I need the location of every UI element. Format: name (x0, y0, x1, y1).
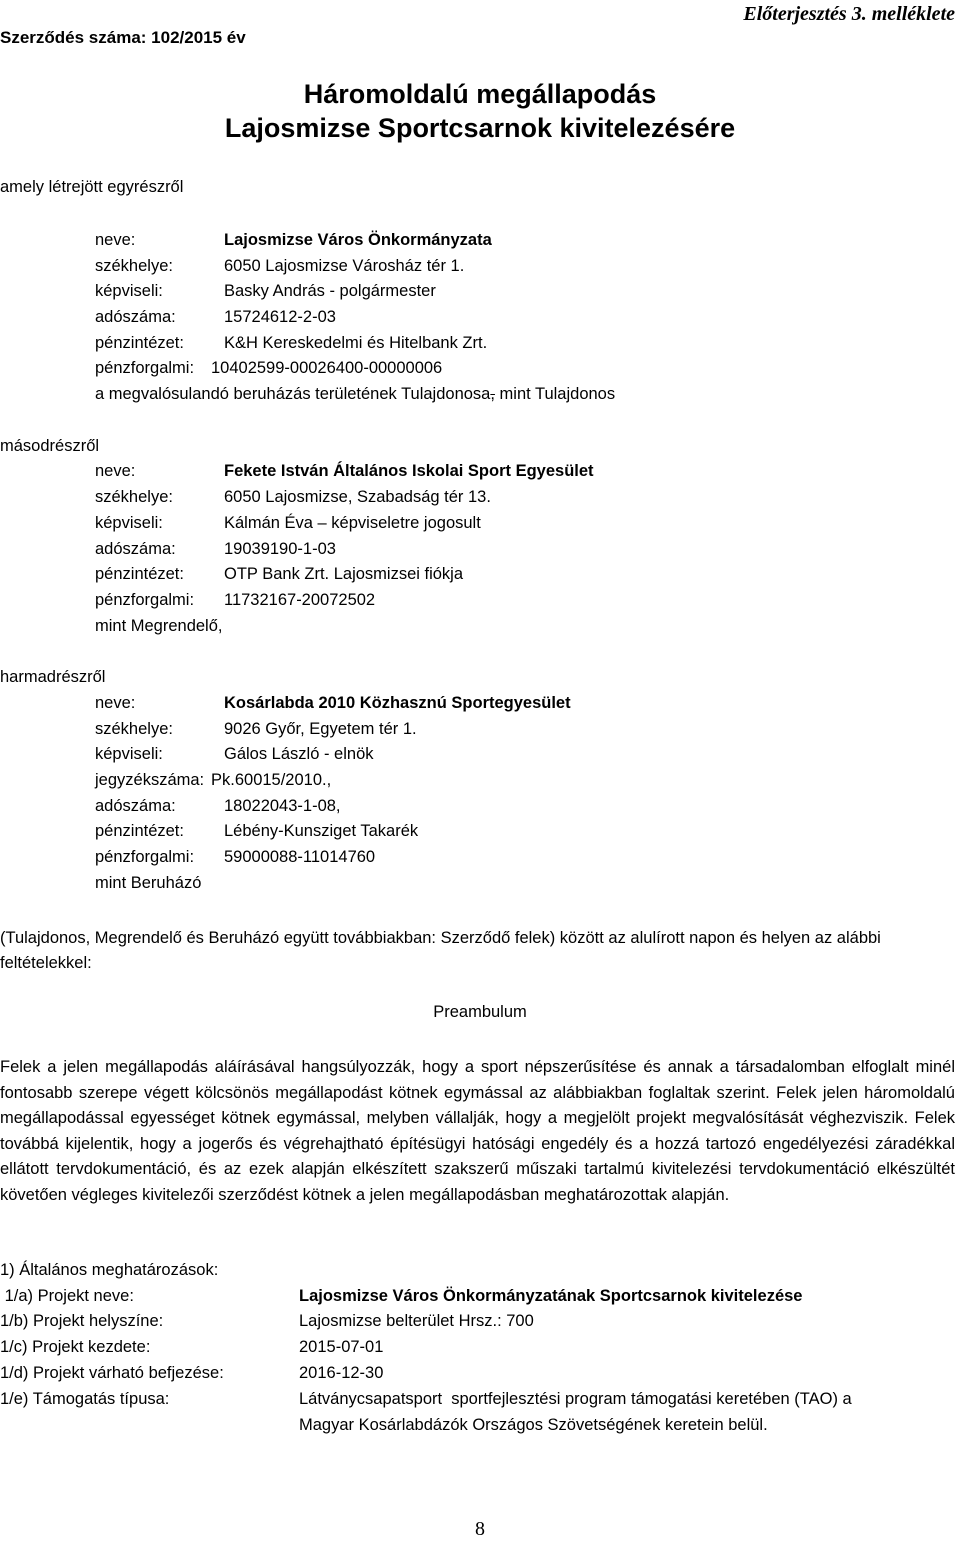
party1-account-label: pénzforgalmi: (95, 359, 195, 377)
party1-tax-label: adószáma: (95, 308, 176, 326)
definition-value-1e: Látványcsapatsport sportfejlesztési program támogatási keretében (TAO) a (299, 1390, 852, 1408)
definition-value-1d: 2016-12-30 (299, 1364, 384, 1382)
party3-bank: Lébény-Kunsziget Takarék (224, 822, 419, 840)
party2-tax: 19039190-1-03 (224, 540, 336, 558)
party3-tax-label: adószáma: (95, 797, 176, 815)
party2-seat: 6050 Lajosmizse, Szabadság tér 13. (224, 488, 491, 506)
party2-account: 11732167-20072502 (224, 591, 376, 609)
party2-name-label: neve: (95, 462, 136, 480)
party1-tax: 15724612-2-03 (224, 308, 336, 326)
party1-intro: amely létrejött egyrészről (0, 178, 184, 196)
document-title-line1: Háromoldalú megállapodás (303, 79, 657, 109)
contract-number: Szerződés száma: 102/2015 év (0, 28, 246, 47)
party2-intro: másodrészről (0, 437, 100, 455)
preamble-text: Felek a jelen megállapodás aláírásával hangsúlyozzák, hogy a sport népszerűsítése és annak a társadalomban elfoglalt minél fontosabb szerepe végett kölcsönös megállapodást kötnek egymással az alábbiakban foglaltak szerint. Felek jelen háromoldalú megállapodással egyességet kötnek egymással, melyben vállalják, hogy a megjelölt projekt megvalósítását véghezviszik. Felek továbbá kijelentik, hogy a jogerős és végrehajtható építésügyi hatósági engedély és a hozzá tartozó engedélyezési záradékkal ellátott tervdokumentáció, és az ezek alapján elkészített szakszerű műszaki tartalmú kivitelezési tervdokumentáció elkészültét követően végleges kivitelezői szerződést kötnek a jelen megállapodásban meghatározottak alapján. (0, 1058, 955, 1204)
party3-account: 59000088-11014760 (224, 848, 376, 866)
party1-role: a megvalósulandó beruházás területének Tulajdonosa, mint Tulajdonos (95, 385, 616, 403)
definition-label-1e: 1/e) Támogatás típusa: (0, 1390, 170, 1408)
party1-seat-label: székhelye: (95, 257, 173, 275)
party3-reg: Pk.60015/2010., (211, 771, 332, 789)
party3-seat-label: székhelye: (95, 720, 173, 738)
struck-comma: , (490, 385, 495, 403)
party2-name: Fekete István Általános Iskolai Sport Egyesület (224, 462, 594, 480)
party1-bank-label: pénzintézet: (95, 334, 184, 352)
party2-account-label: pénzforgalmi: (95, 591, 195, 609)
party2-seat-label: székhelye: (95, 488, 173, 506)
appendix-label: Előterjesztés 3. melléklete (743, 3, 955, 25)
party2-bank-label: pénzintézet: (95, 565, 184, 583)
party1-name: Lajosmizse Város Önkormányzata (224, 231, 492, 249)
party3-bank-label: pénzintézet: (95, 822, 184, 840)
party3-account-label: pénzforgalmi: (95, 848, 195, 866)
party1-name-label: neve: (95, 231, 136, 249)
party3-seat: 9026 Győr, Egyetem tér 1. (224, 720, 417, 738)
party3-intro: harmadrészről (0, 668, 106, 686)
party3-role: mint Beruházó (95, 874, 202, 892)
definition-value-1b: Lajosmizse belterület Hrsz.: 700 (299, 1312, 534, 1330)
party2-tax-label: adószáma: (95, 540, 176, 558)
document-title-line2: Lajosmizse Sportcsarnok kivitelezésére (224, 113, 736, 143)
party2-rep-label: képviseli: (95, 514, 163, 532)
page-number: 8 (475, 1518, 485, 1540)
party3-rep: Gálos László - elnök (224, 745, 374, 763)
parties-summary: (Tulajdonos, Megrendelő és Beruházó együtt továbbiakban: Szerződő felek) között az alulírott napon és helyen az alábbi feltételekkel: (0, 929, 881, 972)
definitions-heading: 1) Általános meghatározások: (0, 1261, 219, 1279)
party3-rep-label: képviseli: (95, 745, 163, 763)
definition-value-1c: 2015-07-01 (299, 1338, 384, 1356)
definition-value-1a: Lajosmizse Város Önkormányzatának Sportcsarnok kivitelezése (299, 1287, 803, 1305)
party1-seat: 6050 Lajosmizse Városház tér 1. (224, 257, 465, 275)
party3-name-label: neve: (95, 694, 136, 712)
preamble-heading: Preambulum (433, 1003, 527, 1021)
definition-label-1c: 1/c) Projekt kezdete: (0, 1338, 151, 1356)
definition-label-1d: 1/d) Projekt várható befjezése: (0, 1364, 224, 1382)
party1-rep-label: képviseli: (95, 282, 163, 300)
party2-bank: OTP Bank Zrt. Lajosmizsei fiókja (224, 565, 464, 583)
party3-tax: 18022043-1-08, (224, 797, 341, 815)
party3-name: Kosárlabda 2010 Közhasznú Sportegyesület (224, 694, 571, 712)
definition-label-1b: 1/b) Projekt helyszíne: (0, 1312, 164, 1330)
party2-role: mint Megrendelő, (95, 617, 223, 635)
party2-rep: Kálmán Éva – képviseletre jogosult (224, 514, 481, 532)
party1-bank: K&H Kereskedelmi és Hitelbank Zrt. (224, 334, 488, 352)
definition-value-1e-cont: Magyar Kosárlabdázók Országos Szövetségének keretein belül. (299, 1416, 768, 1434)
party1-account: 10402599-00026400-00000006 (211, 359, 443, 377)
party3-reg-label: jegyzékszáma: (95, 771, 205, 789)
definition-label-1a: 1/a) Projekt neve: (0, 1287, 134, 1305)
party1-rep: Basky András - polgármester (224, 282, 436, 300)
